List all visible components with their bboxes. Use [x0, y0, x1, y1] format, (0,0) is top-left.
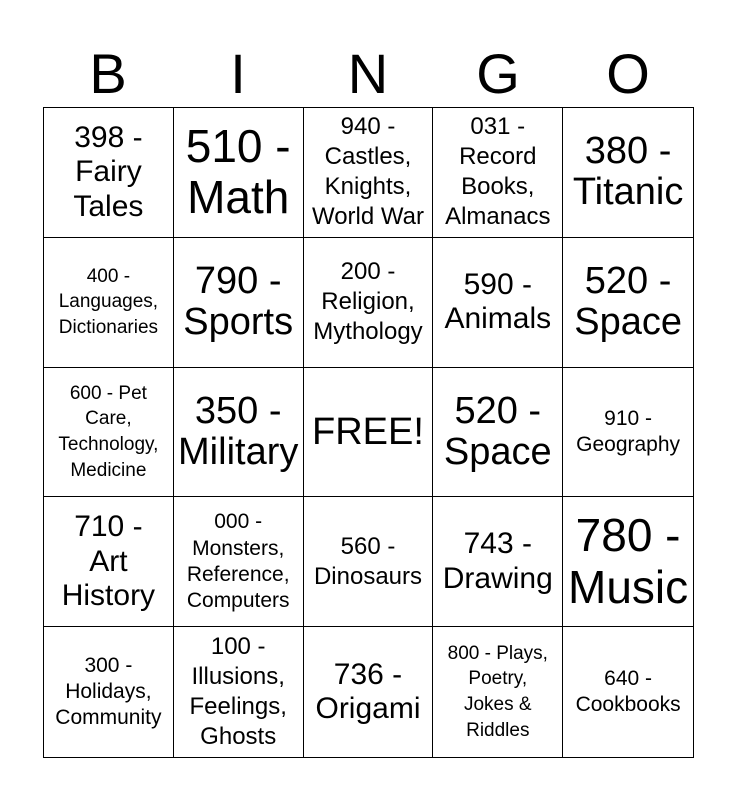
- cell-label: 710 - Art History: [61, 510, 156, 613]
- cell-label: 400 - Languages, Dictionaries: [58, 265, 159, 339]
- bingo-cell-i-5: [174, 627, 304, 757]
- cell-label: 350 - Military: [178, 389, 299, 473]
- bingo-cell-b-4: [44, 497, 174, 627]
- cell-label: 510 - Math: [185, 119, 291, 224]
- bingo-cell-n-4: [304, 497, 434, 627]
- cell-label: 520 - Space: [443, 389, 552, 473]
- bingo-cell-g-2: [433, 238, 563, 368]
- header-letter-g: G: [476, 42, 520, 105]
- bingo-cell-o-1: [563, 108, 693, 238]
- bingo-cell-i-3: [174, 368, 304, 498]
- bingo-cell-g-1: [433, 108, 563, 238]
- free-space-cell: [304, 368, 434, 498]
- bingo-cell-g-4: [433, 497, 563, 627]
- bingo-cell-n-1: [304, 108, 434, 238]
- bingo-cell-o-2: [563, 238, 693, 368]
- bingo-cell-i-1: [174, 108, 304, 238]
- bingo-cell-i-2: [174, 238, 304, 368]
- bingo-cell-b-3: [44, 368, 174, 498]
- cell-label: 743 - Drawing: [442, 527, 553, 595]
- cell-label: 031 - Record Books, Almanacs: [445, 113, 551, 231]
- bingo-cell-o-3: [563, 368, 693, 498]
- bingo-cell-b-1: [44, 108, 174, 238]
- header-letter-o: O: [606, 42, 650, 105]
- bingo-cell-n-5: [304, 627, 434, 757]
- cell-label: 940 - Castles, Knights, World War: [311, 113, 424, 231]
- cell-label: 000 - Monsters, Reference, Computers: [186, 510, 290, 613]
- bingo-grid: [43, 107, 694, 758]
- cell-label: 910 - Geography: [576, 406, 681, 456]
- cell-label: 520 - Space: [574, 260, 682, 344]
- cell-label: 398 - Fairy Tales: [73, 120, 144, 223]
- cell-label: 200 - Religion, Mythology: [313, 258, 423, 346]
- bingo-cell-n-2: [304, 238, 434, 368]
- header-letter-b: B: [89, 42, 127, 105]
- cell-label: 790 - Sports: [183, 260, 294, 344]
- cell-label: 560 - Dinosaurs: [313, 532, 423, 590]
- free-space-label: FREE!: [312, 410, 424, 453]
- cell-label: 600 - Pet Care, Technology, Medicine: [58, 382, 159, 481]
- bingo-cell-b-5: [44, 627, 174, 757]
- header-letter-n: N: [347, 42, 389, 105]
- cell-label: 800 - Plays, Poetry, Jokes & Riddles: [447, 642, 548, 741]
- bingo-cell-g-5: [433, 627, 563, 757]
- cell-label: 780 - Music: [568, 509, 689, 613]
- bingo-header: [43, 40, 693, 108]
- bingo-cell-o-5: [563, 627, 693, 757]
- cell-label: 736 - Origami: [315, 657, 421, 726]
- bingo-cell-g-3: [433, 368, 563, 498]
- cell-label: 300 - Holidays, Community: [55, 653, 162, 730]
- cell-label: 640 - Cookbooks: [575, 666, 681, 717]
- bingo-cell-b-2: [44, 238, 174, 368]
- cell-label: 100 - Illusions, Feelings, Ghosts: [189, 633, 287, 751]
- cell-label: 590 - Animals: [444, 267, 552, 336]
- header-letter-i: I: [230, 42, 246, 105]
- cell-label: 380 - Titanic: [572, 130, 684, 214]
- bingo-cell-i-4: [174, 497, 304, 627]
- bingo-cell-o-4: [563, 497, 693, 627]
